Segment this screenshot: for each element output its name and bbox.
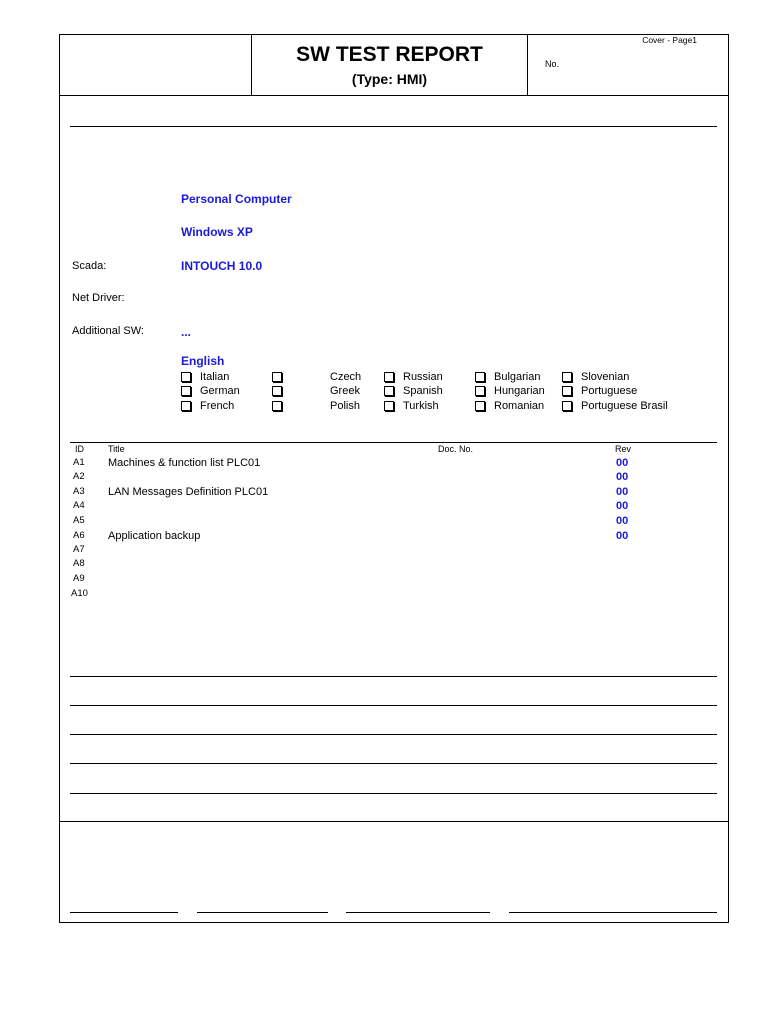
checkbox-icon[interactable] bbox=[475, 401, 485, 411]
language-option[interactable]: Slovenian bbox=[562, 369, 629, 384]
row-id: A6 bbox=[73, 530, 85, 541]
language-option[interactable]: Turkish bbox=[384, 398, 439, 413]
report-subtitle: (Type: HMI) bbox=[351, 71, 428, 87]
language-option[interactable]: Portuguese bbox=[562, 383, 637, 398]
language-option-label: Czech bbox=[330, 370, 362, 383]
language-value: English bbox=[181, 354, 225, 368]
table-row bbox=[0, 558, 768, 572]
checkbox-icon[interactable] bbox=[272, 386, 282, 396]
hardware-value: Personal Computer bbox=[181, 192, 292, 206]
language-option-label: Polish bbox=[330, 399, 360, 412]
checkbox-icon[interactable] bbox=[384, 372, 394, 382]
language-option[interactable] bbox=[272, 383, 291, 398]
report-title: SW TEST REPORT bbox=[296, 43, 483, 66]
document-number-label: No. bbox=[545, 59, 560, 69]
row-rev: 00 bbox=[616, 486, 629, 498]
revision-line bbox=[70, 676, 717, 677]
row-rev: 00 bbox=[616, 457, 629, 469]
signature-line bbox=[346, 912, 490, 913]
language-option[interactable]: Spanish bbox=[384, 383, 443, 398]
divider-line bbox=[70, 126, 717, 127]
language-option[interactable]: Bulgarian bbox=[475, 369, 540, 384]
header-divider bbox=[527, 34, 528, 96]
revision-line bbox=[70, 734, 717, 735]
table-top-line bbox=[70, 442, 717, 443]
checkbox-icon[interactable] bbox=[384, 386, 394, 396]
language-option[interactable] bbox=[272, 369, 291, 384]
row-rev: 00 bbox=[616, 530, 629, 542]
signature-line bbox=[70, 912, 178, 913]
row-title: LAN Messages Definition PLC01 bbox=[108, 486, 269, 498]
additional-sw-label: Additional SW: bbox=[72, 325, 144, 337]
revision-line bbox=[70, 763, 717, 764]
row-id: A5 bbox=[73, 515, 85, 526]
column-header-rev: Rev bbox=[615, 444, 632, 454]
checkbox-icon[interactable] bbox=[272, 372, 282, 382]
table-row bbox=[0, 486, 768, 500]
row-id: A1 bbox=[73, 457, 85, 468]
checkbox-icon[interactable] bbox=[384, 401, 394, 411]
additional-sw-value: ... bbox=[181, 325, 192, 339]
net-driver-label: Net Driver: bbox=[72, 292, 125, 304]
table-row bbox=[0, 457, 768, 471]
checkbox-icon[interactable] bbox=[181, 372, 191, 382]
language-checkbox-grid bbox=[181, 369, 721, 415]
column-header-title: Title bbox=[108, 444, 125, 454]
language-option[interactable]: French bbox=[181, 398, 234, 413]
row-id: A8 bbox=[73, 558, 85, 569]
language-option[interactable]: Italian bbox=[181, 369, 229, 384]
revision-line bbox=[70, 793, 717, 794]
checkbox-icon[interactable] bbox=[272, 401, 282, 411]
table-row bbox=[0, 471, 768, 485]
row-rev: 00 bbox=[616, 471, 629, 483]
table-row bbox=[0, 588, 768, 602]
checkbox-icon[interactable] bbox=[181, 401, 191, 411]
table-row bbox=[0, 573, 768, 587]
row-id: A2 bbox=[73, 471, 85, 482]
language-option-label: Greek bbox=[330, 384, 360, 397]
table-row bbox=[0, 500, 768, 514]
os-value: Windows XP bbox=[181, 225, 253, 239]
signature-line bbox=[509, 912, 717, 913]
table-row bbox=[0, 544, 768, 558]
language-option[interactable]: Portuguese Brasil bbox=[562, 398, 668, 413]
row-rev: 00 bbox=[616, 500, 629, 512]
language-option[interactable]: Hungarian bbox=[475, 383, 545, 398]
row-id: A3 bbox=[73, 486, 85, 497]
row-rev: 00 bbox=[616, 515, 629, 527]
scada-label: Scada: bbox=[72, 260, 107, 272]
header-bottom-border bbox=[59, 95, 729, 96]
language-option[interactable]: Russian bbox=[384, 369, 443, 384]
row-title: Machines & function list PLC01 bbox=[108, 457, 261, 469]
footer-top-border bbox=[59, 821, 729, 822]
checkbox-icon[interactable] bbox=[475, 372, 485, 382]
signature-line bbox=[197, 912, 328, 913]
checkbox-icon[interactable] bbox=[562, 386, 572, 396]
language-option[interactable]: Romanian bbox=[475, 398, 544, 413]
checkbox-icon[interactable] bbox=[181, 386, 191, 396]
page-label: Cover - Page1 bbox=[642, 35, 697, 45]
language-option[interactable] bbox=[272, 398, 291, 413]
row-id: A9 bbox=[73, 573, 85, 584]
scada-value: INTOUCH 10.0 bbox=[181, 259, 263, 273]
row-title: Application backup bbox=[108, 530, 201, 542]
checkbox-icon[interactable] bbox=[562, 401, 572, 411]
checkbox-icon[interactable] bbox=[562, 372, 572, 382]
row-id: A10 bbox=[71, 588, 88, 599]
revision-line bbox=[70, 705, 717, 706]
table-row bbox=[0, 515, 768, 529]
row-id: A7 bbox=[73, 544, 85, 555]
column-header-id: ID bbox=[75, 444, 84, 454]
language-option[interactable]: German bbox=[181, 383, 240, 398]
table-row bbox=[0, 530, 768, 544]
checkbox-icon[interactable] bbox=[475, 386, 485, 396]
row-id: A4 bbox=[73, 500, 85, 511]
column-header-doc-no: Doc. No. bbox=[438, 444, 474, 454]
